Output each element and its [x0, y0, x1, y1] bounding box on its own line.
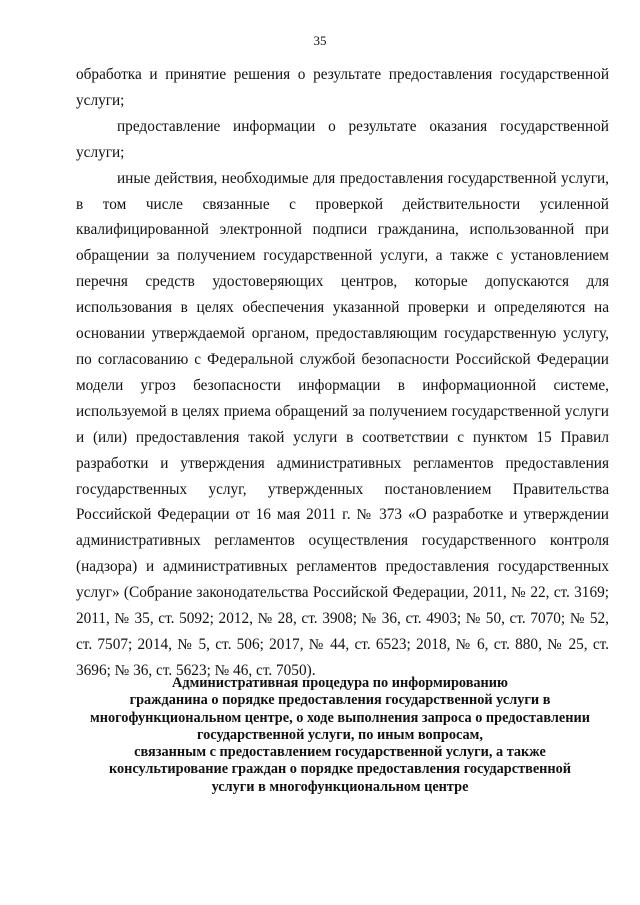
heading-line: услуги в многофункциональном центре: [211, 778, 469, 795]
heading-line: консультирование граждан о порядке предоставления государственной: [108, 761, 572, 778]
paragraph-processing: обработка и принятие решения о результате предоставления государственной услуги;: [76, 66, 609, 109]
heading-line: государственной услуги, по иным вопросам,: [197, 726, 483, 743]
heading-line: Административная процедура по информированию: [172, 675, 508, 691]
heading-line: связанным с предоставлением государственной услуги, а также: [134, 744, 546, 761]
paragraph-other-actions: иные действия, необходимые для предоставления государственной услуги, в том числе связанные с проверкой действительности усиленной квалифицированной электронной подписи гражданина, использованной при обращении за получением государственной услуги, а также с установлением перечня средств удостоверяющих центров, которые допускаются для использования в целях обеспечения указанной проверки и определяются на основании утверждаемой органом, предоставляющим государственную услугу, по согласованию с Федеральной службой безопасности Российской Федерации модели угроз безопасности информации в информационной системе, используемой в целях приема обращений за получением государственной услуги и (или) предоставления такой услуги в соответствии с пунктом 15 Правил разработки и утверждения административных регламентов предоставления государственных услуг, утвержденных постановлением Правительства Российской Федерации от 16 мая 2011 г. № 373 «О разработке и утверждении административных регламентов осуществления государственного контроля (надзора) и административных регламентов предоставления государственных услуг» (Собрание законодательства Российской Федерации, 2011, № 22, ст. 3169; 2011, № 35, ст. 5092; 2012, № 28, ст. 3908; № 36, ст. 4903; № 50, ст. 7070; № 52, ст. 7507; 2014, № 5, ст. 506; 2017, № 44, ст. 6523; 2018, № 6, ст. 880, № 25, ст. 3696; № 36, ст. 5623; № 46, ст. 7050).: [76, 169, 609, 679]
body-text: [76, 62, 609, 684]
heading-line: многофункциональном центре, о ходе выполнения запроса о предоставлении: [90, 709, 590, 726]
section-heading: [60, 675, 620, 796]
heading-line: гражданина о порядке предоставления государственной услуги в: [129, 692, 551, 709]
paragraph-result-info: предоставление информации о результате оказания государственной услуги;: [76, 117, 609, 161]
page-number: 35: [313, 33, 327, 48]
